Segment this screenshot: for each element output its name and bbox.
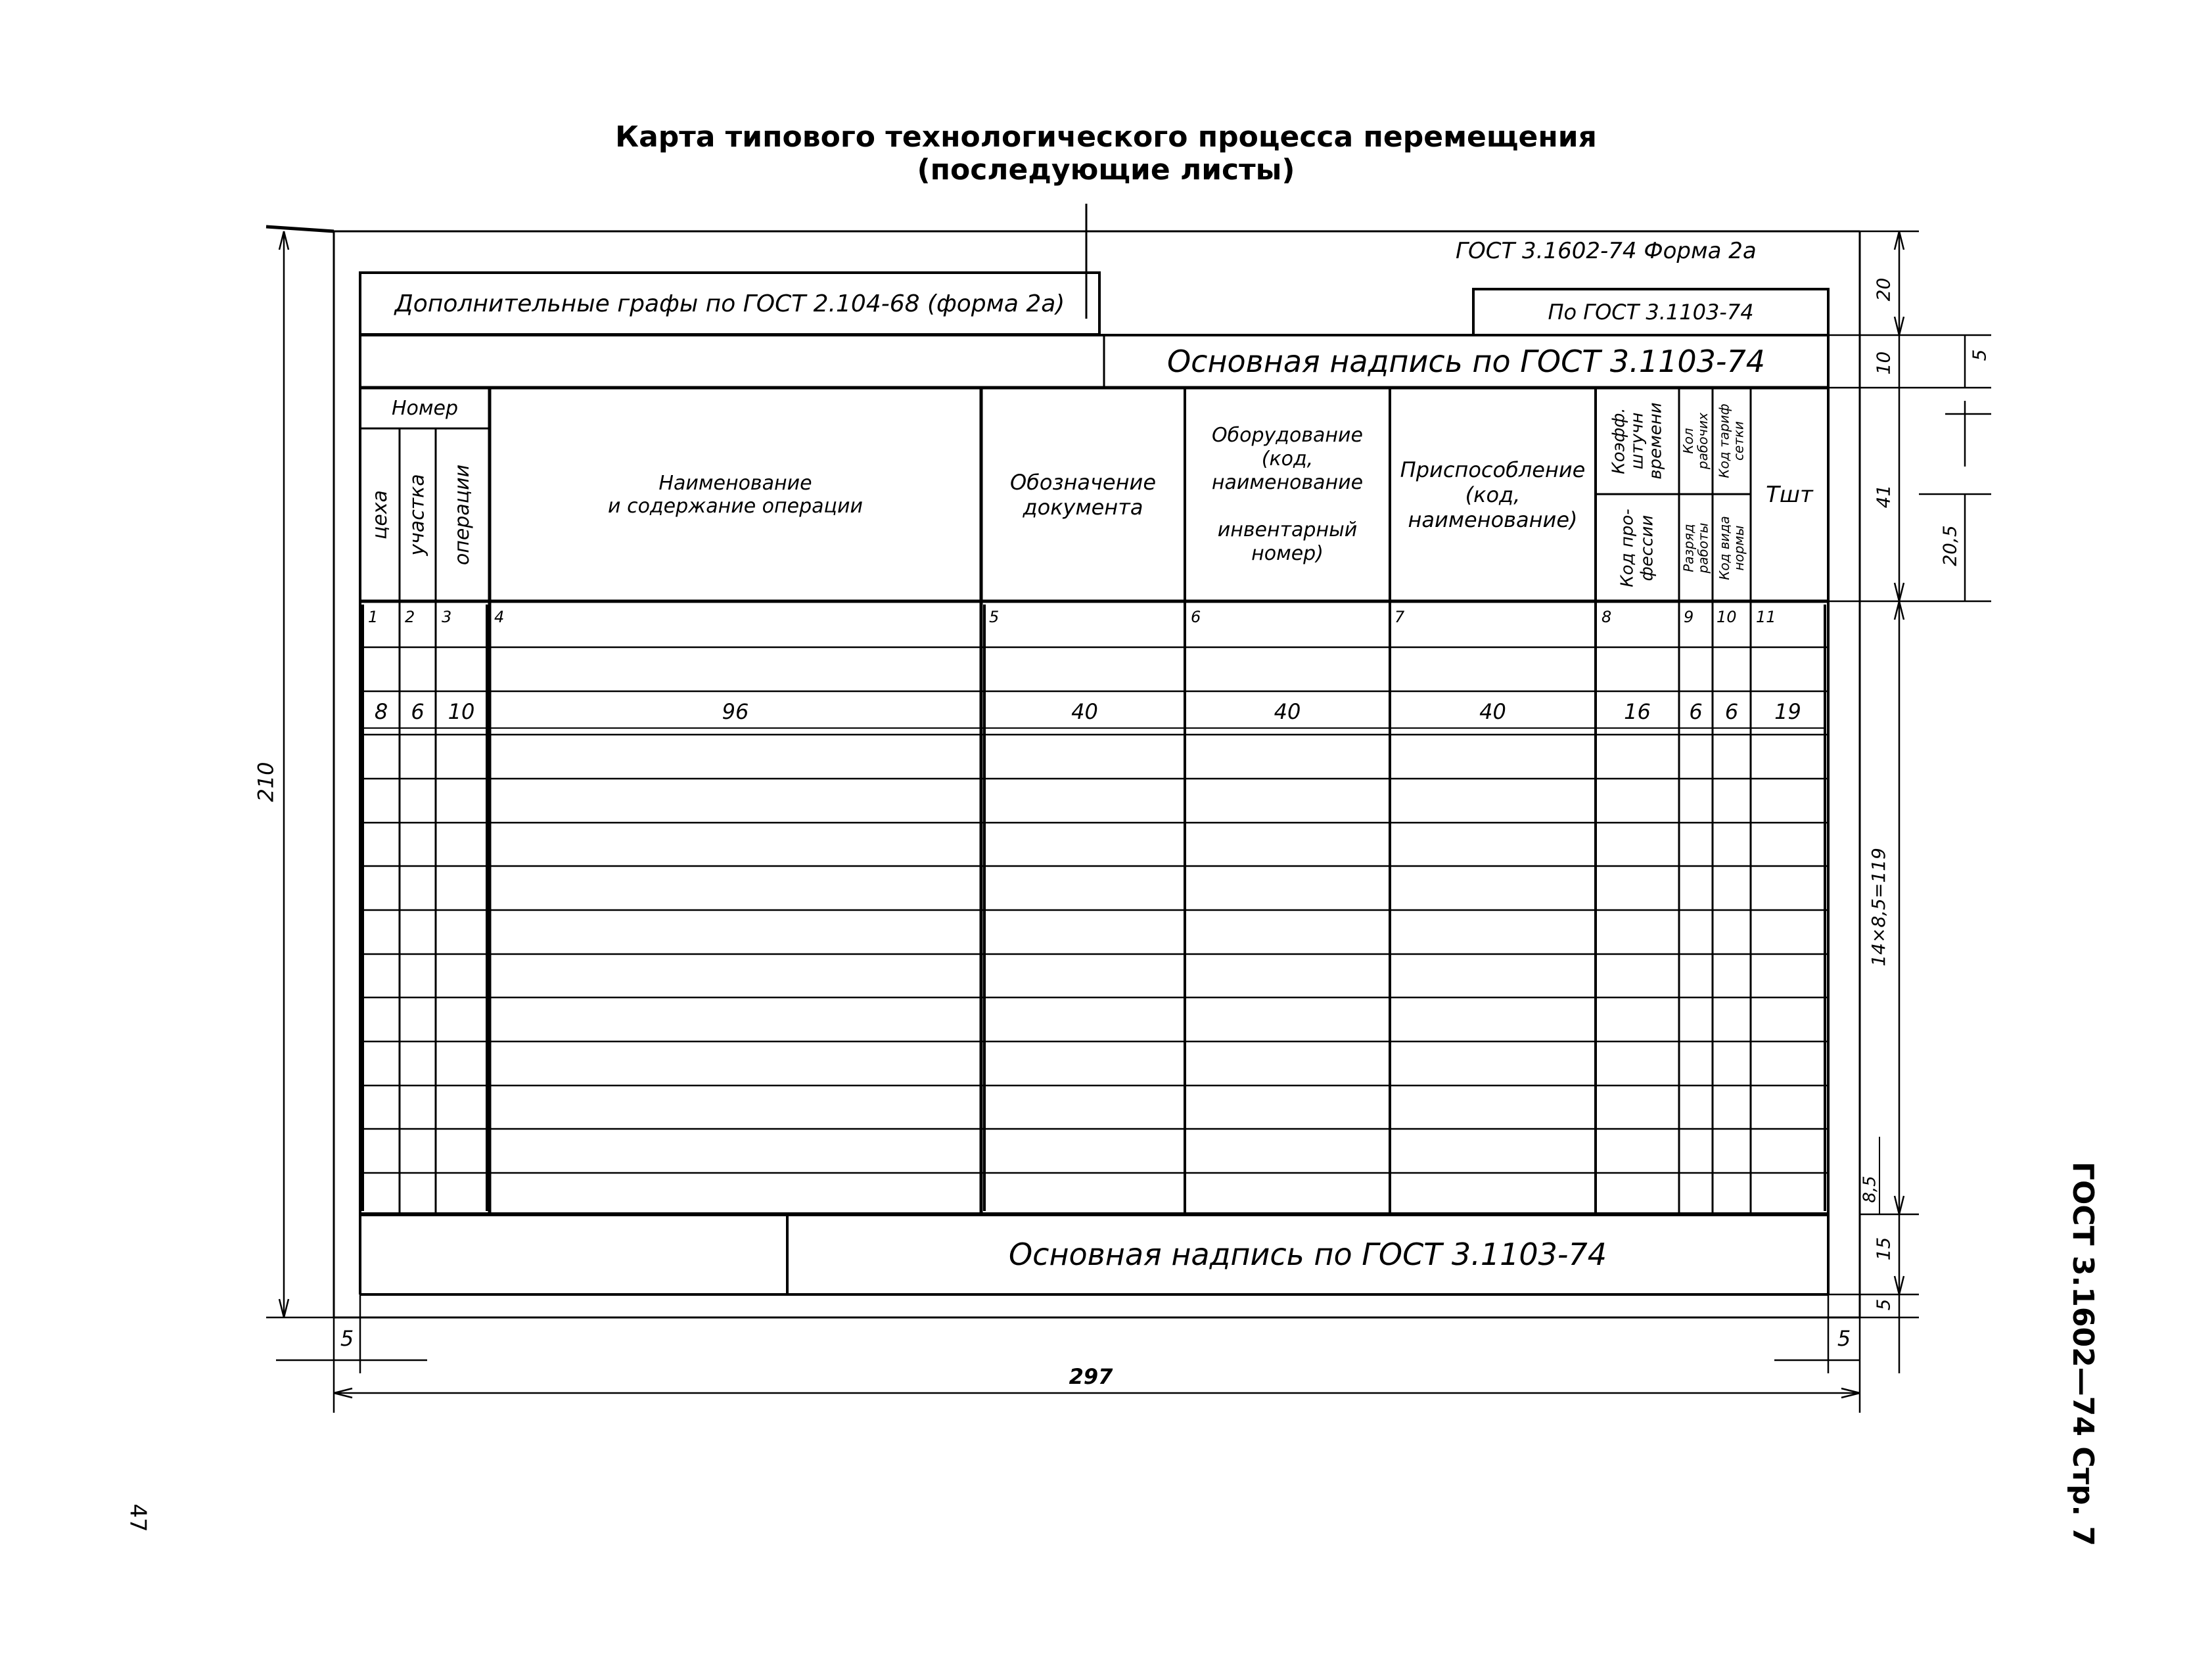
dim-total-height: 210 — [254, 762, 279, 802]
page-subtitle: (последующие листы) — [917, 153, 1295, 187]
header-fixture: Приспособление (код, наименование) — [1400, 457, 1586, 532]
col-width: 40 — [1071, 699, 1098, 724]
col-width: 8 — [374, 699, 388, 724]
col-number: 8 — [1601, 608, 1612, 626]
dim-top-10: 10 — [1872, 351, 1895, 375]
header-nomer: Номер — [391, 396, 459, 420]
header-operacii: операции — [451, 464, 474, 566]
col-number: 1 — [368, 608, 379, 626]
header-razryad: Разряд работы — [1680, 522, 1711, 573]
header-kod-tarif: Код тариф сетки — [1717, 403, 1747, 478]
dim-header-20-5: 20,5 — [1939, 524, 1961, 566]
page-title: Карта типового технологического процесса перемещения — [615, 120, 1597, 154]
col-number: 4 — [494, 608, 505, 626]
col-number: 3 — [442, 608, 452, 626]
header-kod-prof: Код про- фессии — [1617, 508, 1657, 587]
dim-bottom-5: 5 — [1872, 1298, 1895, 1310]
dim-row-8-5: 8,5 — [1860, 1176, 1881, 1203]
dim-header-41: 41 — [1872, 484, 1895, 508]
header-koeff: Коэфф. штучн времени — [1609, 402, 1666, 480]
dim-top-20: 20 — [1872, 277, 1895, 301]
header-equip: Оборудование (код, наименование инвентарный номер) — [1211, 423, 1364, 565]
dim-rows: 14×8,5=119 — [1867, 847, 1889, 967]
header-kol: Кол рабочих — [1680, 412, 1711, 470]
dim-margin-left: 5 — [340, 1326, 354, 1351]
header-name-op: Наименование и содержание операции — [608, 471, 863, 518]
col-width: 19 — [1774, 699, 1801, 724]
dim-total-width: 297 — [1069, 1364, 1113, 1389]
col-width: 6 — [1724, 699, 1739, 724]
page-number: 47 — [124, 1503, 151, 1532]
col-width: 40 — [1274, 699, 1301, 724]
col-number: 11 — [1756, 608, 1776, 626]
top-reference: По ГОСТ 3.1103-74 — [1548, 300, 1754, 325]
header-kod-vida: Код вида нормы — [1717, 515, 1747, 580]
col-width: 6 — [411, 699, 425, 724]
col-number: 5 — [989, 608, 1000, 626]
bottom-stamp-label: Основная надпись по ГОСТ 3.1103-74 — [1008, 1237, 1607, 1272]
col-number: 6 — [1191, 608, 1201, 626]
dim-margin-right: 5 — [1837, 1326, 1851, 1351]
col-number: 2 — [405, 608, 415, 626]
col-number: 7 — [1394, 608, 1405, 626]
col-width: 16 — [1624, 699, 1651, 724]
col-width: 10 — [448, 699, 475, 724]
col-number: 9 — [1684, 608, 1694, 626]
additional-fields-label: Дополнительные графы по ГОСТ 2.104-68 (форма 2а) — [394, 290, 1065, 317]
form-reference: ГОСТ 3.1602-74 Форма 2а — [1456, 238, 1757, 264]
col-width: 6 — [1689, 699, 1703, 724]
col-number: 10 — [1717, 608, 1737, 626]
header-tsht: Тшт — [1766, 481, 1813, 508]
header-uchastka: участка — [406, 474, 429, 556]
dim-top-5: 5 — [1968, 349, 1991, 361]
col-width: 96 — [722, 699, 749, 724]
dim-bottom-15: 15 — [1872, 1237, 1895, 1260]
header-doc: Обозначение документа — [1009, 469, 1157, 520]
side-label: ГОСТ 3.1602—74 Стр. 7 — [2066, 1161, 2100, 1546]
col-width: 40 — [1479, 699, 1506, 724]
header-ceha: цеха — [368, 490, 392, 540]
top-stamp-label: Основная надпись по ГОСТ 3.1103-74 — [1166, 344, 1766, 379]
